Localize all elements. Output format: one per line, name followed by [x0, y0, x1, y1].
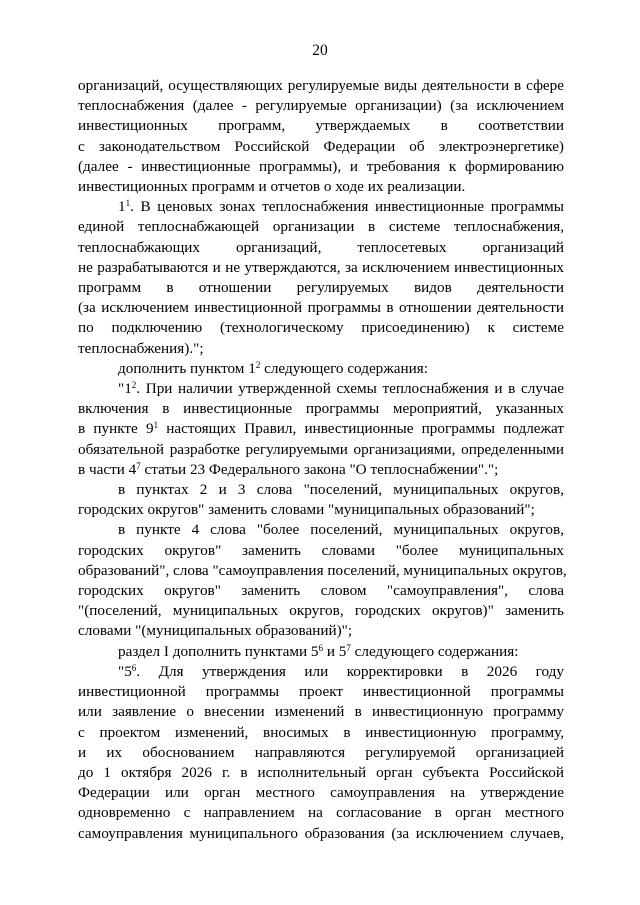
text-line: в части $4^7$ статьи 23 Федерального закона "О теплоснабжении"."; [78, 460, 499, 478]
text-line: единой теплоснабжающей организации в системе теплоснабжения, [78, 218, 564, 236]
text-line: с законодательством Российской Федерации об электроэнергетике) [78, 137, 564, 155]
page-number: 20 [312, 42, 328, 59]
text-line: "$1^2$. При наличии утвержденной схемы теплоснабжения и в случае [118, 380, 564, 398]
text-line: не разрабатываются и не утверждаются, за исключением инвестиционных [78, 258, 564, 276]
document-body [78, 76, 567, 844]
text-line: до 1 октября 2026 г. в исполнительный орган субъекта Российской [78, 763, 564, 781]
text-line: городских округов" заменить словами "муниципальных образований"; [78, 501, 535, 519]
text-line: самоуправления муниципального образования (за исключением случаев, [78, 824, 564, 842]
text-line: городских округов" заменить словами "более муниципальных [78, 541, 564, 559]
text-line: по подключению (технологическому присоединению) к системе [78, 319, 564, 337]
text-line: Федерации или орган местного самоуправления на утверждение [78, 784, 564, 802]
text-line: теплоснабжающих организаций, теплосетевых организаций [78, 238, 564, 256]
text-line: инвестиционной программы проект инвестиционной программы [78, 683, 564, 701]
text-line: в пункте 4 слова "более поселений, муниципальных округов, [118, 521, 564, 539]
text-line: инвестиционных программ, утверждаемых в соответствии [78, 117, 564, 135]
text-line: в пункте $9^1$ настоящих Правил, инвестиционные программы подлежат [78, 420, 564, 438]
text-line: или заявление о внесении изменений в инвестиционную программу [78, 703, 564, 721]
text-line: программ в отношении регулируемых видов деятельности [78, 279, 564, 297]
text-line: организаций, осуществляющих регулируемые виды деятельности в сфере [78, 77, 564, 94]
text-line: "(поселений, муниципальных округов, городских округов)" заменить [78, 602, 564, 620]
text-line: обязательной разработке регулируемыми организациями, определенными [78, 440, 564, 458]
text-line: теплоснабжения (далее - регулируемые организации) (за исключением [78, 97, 564, 115]
text-line: образований", слова "самоуправления поселений, муниципальных округов, [78, 561, 567, 579]
text-line: одновременно с направлением на согласование в орган местного [78, 804, 564, 822]
text-line: включения в инвестиционные программы мероприятий, указанных [78, 400, 564, 418]
text-line: раздел I дополнить пунктами $5^6$ и $5^7$ следующего содержания: [118, 642, 519, 660]
text-line: "$5^6$. Для утверждения или корректировки в 2026 году [118, 662, 564, 680]
text-line: с проектом изменений, вносимых в инвестиционную программу, [78, 723, 564, 741]
text-line: инвестиционных программ и отчетов о ходе их реализации. [78, 178, 466, 196]
text-line: (за исключением инвестиционной программы в отношении деятельности [78, 299, 564, 317]
text-line: дополнить пунктом $1^2$ следующего содержания: [118, 359, 428, 377]
text-line: и их обоснованием направляются регулируемой организацией [78, 743, 564, 761]
text-line: (далее - инвестиционные программы), и требования к формированию [78, 157, 564, 175]
text-line: $1^1$. В ценовых зонах теплоснабжения инвестиционные программы [118, 198, 564, 216]
text-line: теплоснабжения)."; [78, 339, 204, 357]
text-line: городских округов" заменить словом "самоуправления", слова [78, 582, 564, 600]
text-line: словами "(муниципальных образований)"; [78, 622, 353, 640]
text-line: в пунктах 2 и 3 слова "поселений, муниципальных округов, [118, 481, 564, 499]
